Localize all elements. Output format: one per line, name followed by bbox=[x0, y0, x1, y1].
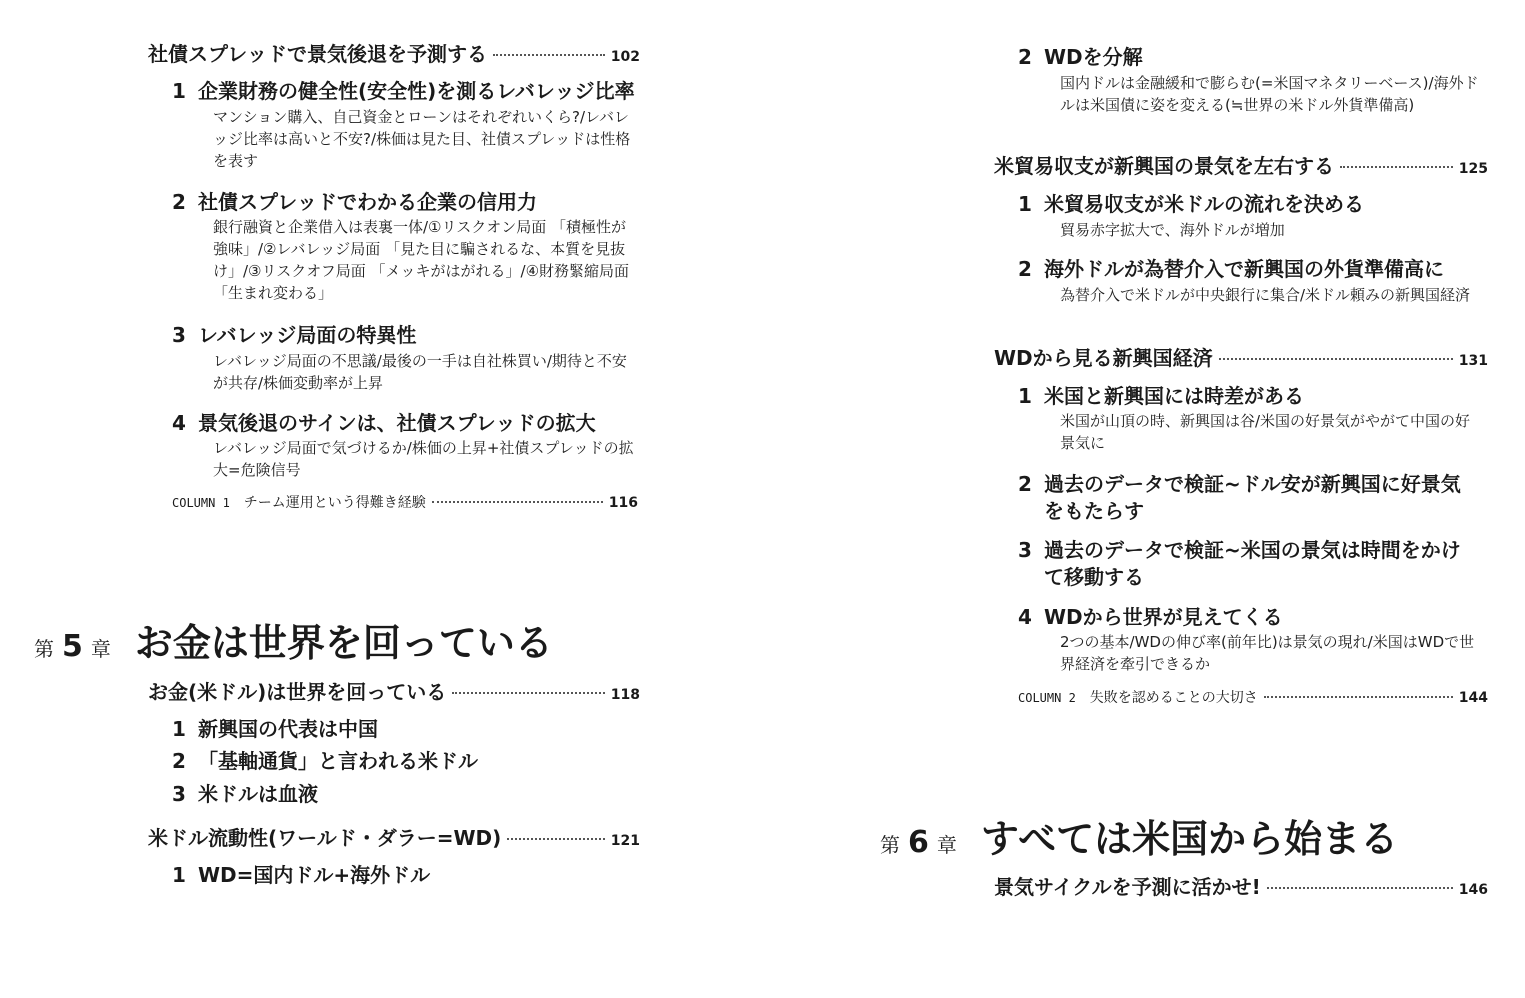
item-number: 3 bbox=[1018, 538, 1032, 562]
item-title: 過去のデータで検証~米国の景気は時間をかけて移動する bbox=[1044, 538, 1461, 589]
item-number: 2 bbox=[1018, 472, 1032, 496]
dot-leader bbox=[1267, 887, 1453, 889]
item-title: 過去のデータで検証~ドル安が新興国に好景気をもたらす bbox=[1044, 472, 1461, 523]
page-number: 116 bbox=[608, 495, 638, 511]
item-title: 米ドルは血液 bbox=[198, 782, 318, 806]
section-title: 米ドル流動性(ワールド・ダラー=WD) bbox=[148, 826, 502, 850]
page-number: 131 bbox=[1458, 353, 1488, 369]
item-title: 社債スプレッドでわかる企業の信用力 bbox=[198, 190, 537, 214]
toc-item[interactable] bbox=[172, 748, 652, 775]
toc-item[interactable] bbox=[1018, 256, 1488, 283]
toc-section-trade-balance[interactable] bbox=[994, 152, 1488, 183]
item-title: WDを分解 bbox=[1044, 45, 1143, 69]
section-title: お金(米ドル)は世界を回っている bbox=[148, 680, 447, 704]
page-number: 125 bbox=[1458, 161, 1488, 177]
chapter-suffix: 章 bbox=[936, 833, 957, 857]
page-number: 121 bbox=[610, 833, 640, 849]
item-description: 貿易赤字拡大で、海外ドルが増加 bbox=[1060, 221, 1285, 239]
chapter-title: お金は世界を回っている bbox=[134, 621, 553, 665]
item-number: 2 bbox=[172, 749, 186, 773]
page-number: 144 bbox=[1458, 690, 1488, 706]
toc-section-wd-emerging[interactable] bbox=[994, 344, 1488, 375]
dot-leader bbox=[452, 692, 604, 694]
item-title: 海外ドルが為替介入で新興国の外貨準備高に bbox=[1044, 257, 1444, 281]
item-number: 3 bbox=[172, 782, 186, 806]
toc-section-business-cycle[interactable] bbox=[994, 873, 1488, 904]
item-number: 2 bbox=[1018, 45, 1032, 69]
toc-item[interactable] bbox=[1018, 604, 1488, 631]
section-title: 米貿易収支が新興国の景気を左右する bbox=[994, 154, 1334, 178]
toc-item[interactable] bbox=[172, 781, 652, 808]
toc-item[interactable] bbox=[172, 189, 672, 216]
page-number: 146 bbox=[1458, 882, 1488, 898]
toc-item[interactable] bbox=[1018, 191, 1488, 218]
toc-column-2[interactable] bbox=[1018, 688, 1488, 708]
item-title: WDから世界が見えてくる bbox=[1044, 605, 1283, 629]
item-title: 米国と新興国には時差がある bbox=[1044, 384, 1304, 408]
chapter-suffix: 章 bbox=[90, 637, 111, 661]
column-label: COLUMN 2 bbox=[1018, 691, 1076, 705]
chapter-number: 6 bbox=[908, 825, 929, 860]
chapter-prefix: 第 bbox=[34, 637, 54, 661]
item-number: 2 bbox=[1018, 257, 1032, 281]
column-title: チーム運用という得難き経験 bbox=[243, 495, 426, 511]
toc-item[interactable] bbox=[172, 322, 672, 349]
dot-leader bbox=[1219, 358, 1453, 360]
item-number: 4 bbox=[172, 411, 186, 435]
section-title: 景気サイクルを予測に活かせ! bbox=[994, 875, 1261, 899]
item-description: レバレッジ局面の不思議/最後の一手は自社株買い/期待と不安が共存/株価変動率が上昇 bbox=[213, 352, 627, 392]
dot-leader bbox=[493, 54, 605, 56]
toc-column-1[interactable] bbox=[172, 493, 638, 513]
item-number: 1 bbox=[172, 863, 186, 887]
column-title: 失敗を認めることの大切さ bbox=[1089, 690, 1258, 706]
toc-item[interactable] bbox=[172, 862, 652, 889]
dot-leader bbox=[432, 501, 603, 503]
item-title: 景気後退のサインは、社債スプレッドの拡大 bbox=[198, 411, 596, 435]
item-description: 国内ドルは金融緩和で膨らむ(=米国マネタリーベース)/海外ドルは米国債に姿を変える(≒世界の米ドル外貨準備高) bbox=[1060, 74, 1479, 114]
toc-item[interactable] bbox=[172, 716, 652, 743]
chapter-5-heading[interactable] bbox=[34, 612, 553, 667]
item-title: 米貿易収支が米ドルの流れを決める bbox=[1044, 192, 1364, 216]
item-description: マンション購入、自己資金とローンはそれぞれいくら?/レバレッジ比率は高いと不安?/株価は見た目、社債スプレッドは性格を表す bbox=[213, 108, 631, 170]
section-title: WDから見る新興国経済 bbox=[994, 346, 1213, 370]
toc-section-dollar-liquidity[interactable] bbox=[148, 824, 640, 855]
chapter-number: 5 bbox=[62, 629, 83, 664]
page-number: 118 bbox=[610, 687, 640, 703]
toc-item[interactable] bbox=[172, 410, 672, 437]
dot-leader bbox=[507, 838, 604, 840]
item-description: 米国が山頂の時、新興国は谷/米国の好景気がやがて中国の好景気に bbox=[1060, 412, 1471, 452]
item-number: 1 bbox=[1018, 192, 1032, 216]
item-number: 2 bbox=[172, 190, 186, 214]
dot-leader bbox=[1340, 166, 1453, 168]
item-title: WD=国内ドル+海外ドル bbox=[198, 863, 431, 887]
item-title: 企業財務の健全性(安全性)を測るレバレッジ比率 bbox=[198, 79, 635, 103]
item-number: 1 bbox=[172, 79, 186, 103]
item-number: 1 bbox=[1018, 384, 1032, 408]
item-number: 3 bbox=[172, 323, 186, 347]
item-description: レバレッジ局面で気づけるか/株価の上昇+社債スプレッドの拡大=危険信号 bbox=[213, 439, 634, 479]
chapter-title: すべては米国から始まる bbox=[980, 817, 1399, 861]
toc-item[interactable] bbox=[1018, 44, 1488, 71]
chapter-6-heading[interactable] bbox=[880, 808, 1398, 863]
item-title: 新興国の代表は中国 bbox=[198, 717, 378, 741]
toc-item[interactable] bbox=[1018, 471, 1488, 525]
item-description: 2つの基本/WDの伸び率(前年比)は景気の現れ/米国はWDで世界経済を牽引できるか bbox=[1060, 633, 1475, 673]
item-number: 1 bbox=[172, 717, 186, 741]
item-description: 為替介入で米ドルが中央銀行に集合/米ドル頼みの新興国経済 bbox=[1060, 286, 1471, 304]
toc-item[interactable] bbox=[172, 78, 672, 105]
item-title: レバレッジ局面の特異性 bbox=[198, 323, 417, 347]
item-title: 「基軸通貨」と言われる米ドル bbox=[198, 749, 478, 773]
toc-item[interactable] bbox=[1018, 537, 1488, 591]
toc-section-corporate-spread[interactable] bbox=[148, 40, 640, 71]
item-number: 4 bbox=[1018, 605, 1032, 629]
dot-leader bbox=[1264, 696, 1453, 698]
toc-item[interactable] bbox=[1018, 383, 1488, 410]
chapter-prefix: 第 bbox=[880, 833, 900, 857]
page-number: 102 bbox=[610, 49, 640, 65]
section-title: 社債スプレッドで景気後退を予測する bbox=[148, 42, 487, 66]
toc-section-money-world[interactable] bbox=[148, 678, 640, 709]
item-description: 銀行融資と企業借入は表裏一体/①リスクオン局面 「積極性が強味」/②レバレッジ局面 「見た目に騙されるな、本質を見抜け」/③リスクオフ局面 「メッキがはがれる」/④財務緊縮局面 「生まれ変わる」 bbox=[213, 218, 630, 302]
column-label: COLUMN 1 bbox=[172, 496, 230, 510]
